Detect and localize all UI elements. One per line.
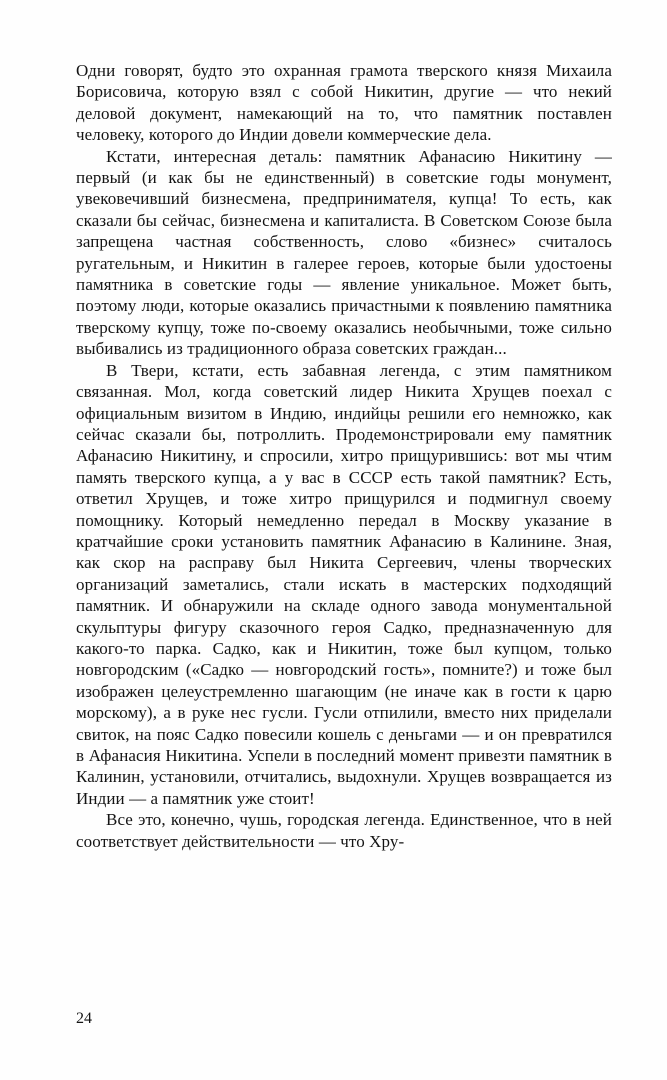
- paragraph-2: Кстати, интересная деталь: памятник Афанасию Никитину — первый (и как бы не единственный) в советские годы монумент, увековечивший бизнесмена, предпринимателя, купца! То есть, как сказали бы сейчас, бизнесмена и капиталиста. В Советском Союзе была запрещена частная собственность, слово «бизнес» считалось ругательным, и Никитин в галерее героев, которые были удостоены памятника в советские годы — явление уникальное. Может быть, поэтому люди, которые оказались причастными к появлению памятника тверскому купцу, тоже по-своему оказались необычными, тоже сильно выбивались из традиционного образа советских граждан...: [76, 146, 612, 359]
- page-number: 24: [76, 1010, 92, 1027]
- paragraph-4: Все это, конечно, чушь, городская легенда. Единственное, что в ней соответствует действительности — что Хру-: [76, 810, 612, 851]
- paragraph-1: Одни говорят, будто это охранная грамота тверского князя Михаила Борисовича, которую взял с собой Никитин, другие — что некий деловой документ, намекающий на то, что памятник поставлен человеку, которого до Индии довели коммерческие дела.: [76, 61, 612, 145]
- text-block: [76, 60, 612, 852]
- paragraph-3: В Твери, кстати, есть забавная легенда, с этим памятником связанная. Мол, когда советский лидер Никита Хрущев поехал с официальным визитом в Индию, индийцы решили его немножко, как сейчас сказали бы, потроллить. Продемонстрировали ему памятник Афанасию Никитину, и спросили, хитро прищурившись: вот мы чтим память тверского купца, а у вас в СССР есть такой памятник? Есть, ответил Хрущев, и тоже хитро прищурился и подмигнул своему помощнику. Который немедленно передал в Москву указание в кратчайшие сроки установить памятник Афанасию в Калинине. Зная, как скор на расправу был Никита Сергеевич, члены творческих организаций заметались, стали искать в мастерских подходящий памятник. И обнаружили на складе одного завода монументальной скульптуры фигуру сказочного героя Садко, предназначенную для какого-то парка. Садко, как и Никитин, тоже был купцом, только новгородским («Садко — новгородский гость», помните?) и тоже был изображен целеустремленно шагающим (не иначе как в гости к царю морскому), а в руке нес гусли. Гусли отпилили, вместо них приделали свиток, на пояс Садко повесили кошель с деньгами — и он превратился в Афанасия Никитина. Успели в последний момент привезти памятник в Калинин, установили, отчитались, выдохнули. Хрущев возвращается из Индии — а памятник уже стоит!: [76, 360, 612, 808]
